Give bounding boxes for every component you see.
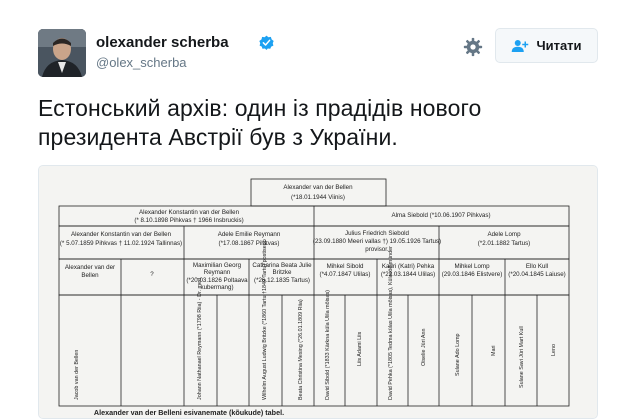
vertical-name-7: David Pehka (*1805 Tedma külas Ulila mõisas), Külavöölmünder	[388, 246, 394, 400]
vertical-name-12: Leno	[551, 344, 557, 356]
tweet-text-line-1: Естонський архів: один із прадідів нового	[38, 95, 482, 121]
ggp5-name: Mihkel Sibold	[326, 263, 364, 270]
vertical-name-10: Mari	[491, 345, 497, 356]
vertical-name-5: David Sibold (*1833 Kärkna küla Ulila mõisas)	[325, 290, 331, 400]
gp1-note: (* 5.07.1859 Pihkvas † 11.02.1924 Tallinnas)	[59, 240, 183, 247]
ggp3-note: (*20.03.1826 Poltaava	[186, 277, 248, 284]
gear-icon[interactable]	[463, 37, 483, 57]
media-caption: Alexander van der Belleni esivanemate (kõukude) tabel.	[93, 408, 285, 417]
gp3-note1: (23.09.1880 Meeri vallas †) 19.05.1926 Tartus)	[312, 238, 442, 245]
gp4-name: Adele Lomp	[487, 231, 521, 238]
ggp3-note2: kubermang)	[200, 284, 234, 291]
ggp4-name: Catharina Beata Julie	[252, 262, 312, 269]
author-name[interactable]: olexander scherba	[96, 34, 229, 51]
ggp1-name2: Bellen	[81, 272, 99, 279]
mother-name: Alma Siebold (*10.06.1907 Pihkvas)	[391, 212, 491, 219]
tweet-text	[38, 94, 598, 152]
root-note: (*18.01.1944 Viinis)	[291, 194, 345, 201]
gp3-name: Julius Friedrich Siebold	[345, 230, 409, 237]
ggp4-name2: Britzke	[272, 269, 292, 276]
vertical-name-9: Sulane Ado Lomp	[455, 333, 461, 376]
ggp7-name: Mihkel Lomp	[454, 263, 490, 270]
ggp7-note: (29.03.1846 Elistvere)	[441, 271, 503, 278]
ggp4-note: (*26.12.1835 Tartus)	[254, 277, 310, 284]
follow-label: Читати	[536, 38, 582, 53]
ggp3-name: Maximilian Georg	[192, 262, 242, 269]
vertical-name-6: Liis Adami Liis	[357, 331, 363, 366]
vertical-name-4: Beata Christina Mesing (*26.01.1809 Riia)	[298, 299, 304, 400]
vertical-name-8: Oiselie Jüri Ann	[421, 328, 427, 366]
vertical-name-2: Johann Nathanael Reymann (*1798 Riia) - Dr. med	[197, 278, 203, 400]
follow-button[interactable]	[495, 28, 598, 63]
ggp2-name: ?	[150, 271, 154, 278]
avatar[interactable]	[38, 29, 86, 77]
tweet-media-image[interactable]	[38, 165, 598, 419]
gp3-note2: provisor.	[365, 246, 389, 253]
root-name: Alexander van der Bellen	[283, 184, 353, 191]
ggp6-name: Kadri (Katri) Pehka	[381, 263, 435, 270]
person-plus-icon	[511, 39, 529, 53]
ggp1-name: Alexander van der	[64, 264, 116, 271]
tweet-text-line-2: президента Австрії був з України.	[38, 124, 398, 150]
author-handle[interactable]: @olex_scherba	[96, 55, 187, 70]
ggp6-note: (*22.03.1844 Ulilas)	[380, 271, 436, 278]
vertical-name-3: Wilhelm August Ludwig Britzke (*1860 Tartu †1849 Tartu) postisepp	[262, 239, 268, 400]
father-note: (* 8.10.1898 Pihkvas † 1966 Insbruckis)	[134, 217, 244, 224]
ggp3-name2: Reymann	[203, 269, 231, 276]
father-name: Alexander Konstantin van der Bellen	[138, 209, 240, 216]
ggp8-note: (*20.04.1845 Laiuse)	[508, 271, 566, 278]
gp4-note: (*2.01.1882 Tartus)	[477, 240, 531, 247]
vertical-name-11: Sulane Savi Jüri Mart Kull	[519, 326, 525, 388]
gp2-name: Adele Emilie Reymann	[217, 231, 281, 238]
gp2-note: (*17.08.1867 Pihkvas)	[218, 240, 280, 247]
vertical-name-1: Jacob van der Bellen	[74, 349, 80, 400]
verified-badge-icon	[259, 35, 274, 50]
ggp8-name: Ello Kull	[525, 263, 549, 270]
gp1-name: Alexander Konstantin van der Bellen	[70, 231, 172, 238]
ggp5-note: (*4.07.1847 Ulilas)	[319, 271, 371, 278]
